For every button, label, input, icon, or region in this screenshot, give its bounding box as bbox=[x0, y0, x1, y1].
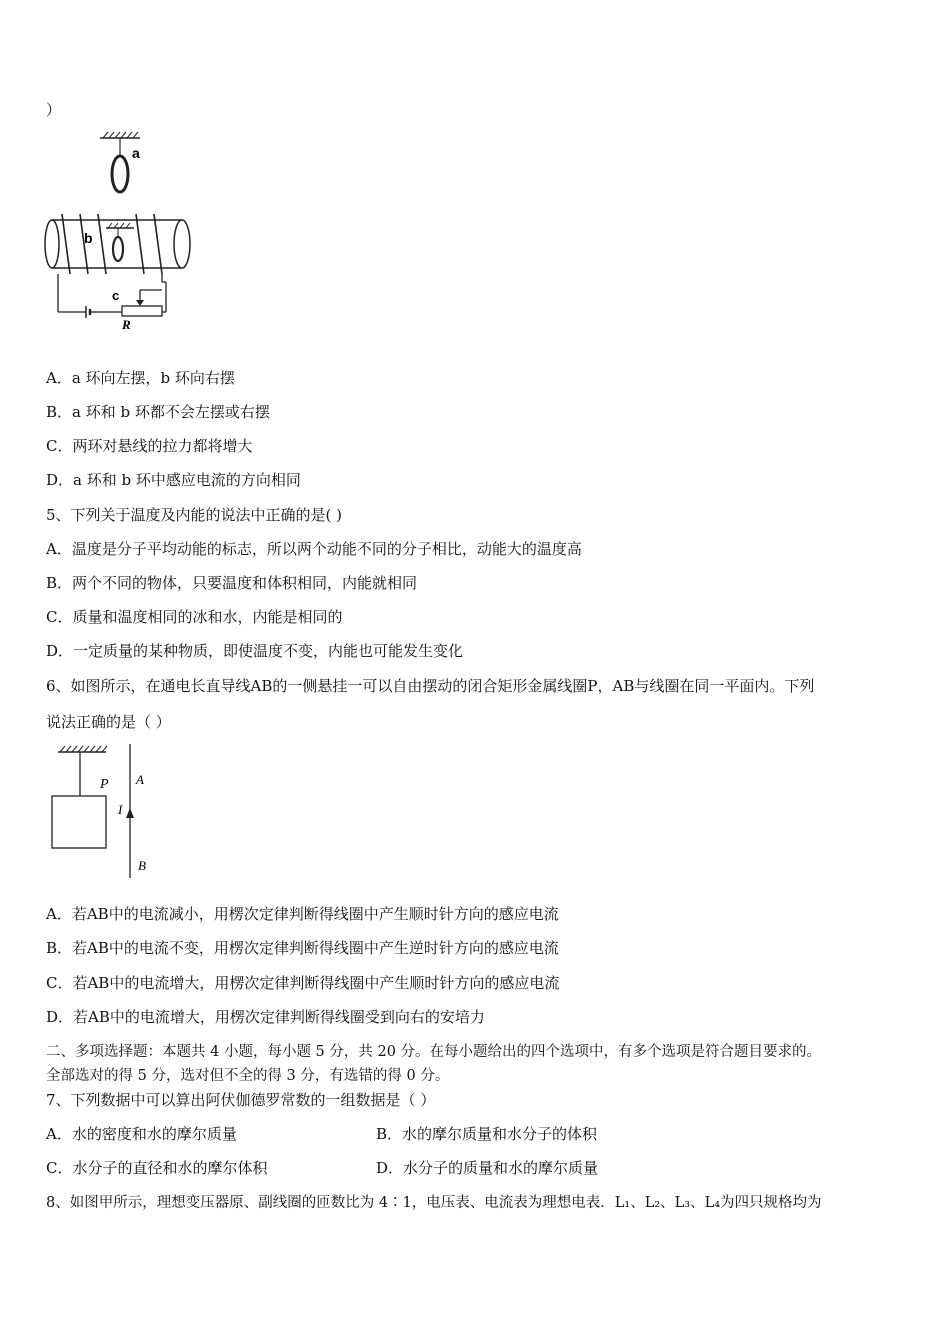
q4-option-c: C．两环对悬线的拉力都将增大 bbox=[46, 437, 253, 455]
coil-P bbox=[52, 796, 106, 848]
q5-option-a: A．温度是分子平均动能的标志，所以两个动能不同的分子相比，动能大的温度高 bbox=[46, 540, 582, 558]
q4-option-d: D．a 环和 b 环中感应电流的方向相同 bbox=[46, 471, 301, 489]
q6-option-a: A．若AB中的电流减小，用楞次定律判断得线圈中产生顺时针方向的感应电流 bbox=[46, 905, 559, 923]
q6-stem-line1: 6、如图所示，在通电长直导线AB的一侧悬挂一可以自由摆动的闭合矩形金属线圈P，AB与线圈在同一平面内。下列 bbox=[46, 677, 815, 695]
label-c: c bbox=[112, 288, 120, 303]
ring-a bbox=[112, 156, 128, 192]
q7-option-a: A．水的密度和水的摩尔质量 bbox=[46, 1125, 237, 1143]
section2-heading-line1: 二、多项选择题：本题共 4 小题，每小题 5 分，共 20 分。在每小题给出的四个选项中，有多个选项是符合题目要求的。 bbox=[46, 1044, 822, 1060]
section2-heading-line2: 全部选对的得 5 分，选对但不全的得 3 分，有选错的得 0 分。 bbox=[46, 1068, 450, 1084]
figure-rings-solenoid bbox=[40, 128, 200, 338]
label-A: A bbox=[136, 772, 144, 787]
rheostat-R bbox=[122, 306, 162, 316]
q8-stem: 8、如图甲所示，理想变压器原、副线圈的匝数比为 4∶1，电压表、电流表为理想电表．L₁、L₂、L₃、L₄为四只规格均为 bbox=[46, 1195, 822, 1211]
q6-stem-line2: 说法正确的是（ ） bbox=[46, 713, 171, 731]
q7-option-c: C．水分子的直径和水的摩尔体积 bbox=[46, 1159, 268, 1177]
label-B: B bbox=[138, 858, 146, 873]
ring-b bbox=[113, 237, 123, 261]
q6-option-b: B．若AB中的电流不变，用楞次定律判断得线圈中产生逆时针方向的感应电流 bbox=[46, 939, 559, 957]
q7-stem: 7、下列数据中可以算出阿伏伽德罗常数的一组数据是（ ） bbox=[46, 1091, 436, 1109]
label-P: P bbox=[100, 777, 109, 792]
label-R: R bbox=[122, 317, 131, 332]
q6-option-c: C．若AB中的电流增大，用楞次定律判断得线圈中产生顺时针方向的感应电流 bbox=[46, 974, 560, 992]
q5-option-b: B．两个不同的物体，只要温度和体积相同，内能就相同 bbox=[46, 574, 418, 592]
q4-option-b: B．a 环和 b 环都不会左摆或右摆 bbox=[46, 403, 270, 421]
label-a: a bbox=[132, 145, 140, 161]
label-I: I bbox=[118, 802, 123, 817]
fragment-paren: ） bbox=[46, 101, 62, 119]
label-b: b bbox=[84, 230, 93, 246]
figure-wire-coil bbox=[44, 742, 164, 882]
q5-option-d: D．一定质量的某种物质，即使温度不变，内能也可能发生变化 bbox=[46, 642, 464, 660]
q7-option-b: B．水的摩尔质量和水分子的体积 bbox=[376, 1125, 598, 1143]
q5-option-c: C．质量和温度相同的冰和水，内能是相同的 bbox=[46, 608, 343, 626]
q7-option-d: D．水分子的质量和水的摩尔质量 bbox=[376, 1159, 599, 1177]
q4-option-a: A．a 环向左摆，b 环向右摆 bbox=[46, 369, 235, 387]
q6-option-d: D．若AB中的电流增大，用楞次定律判断得线圈受到向右的安培力 bbox=[46, 1008, 485, 1026]
q5-stem: 5、下列关于温度及内能的说法中正确的是( ) bbox=[46, 506, 343, 524]
